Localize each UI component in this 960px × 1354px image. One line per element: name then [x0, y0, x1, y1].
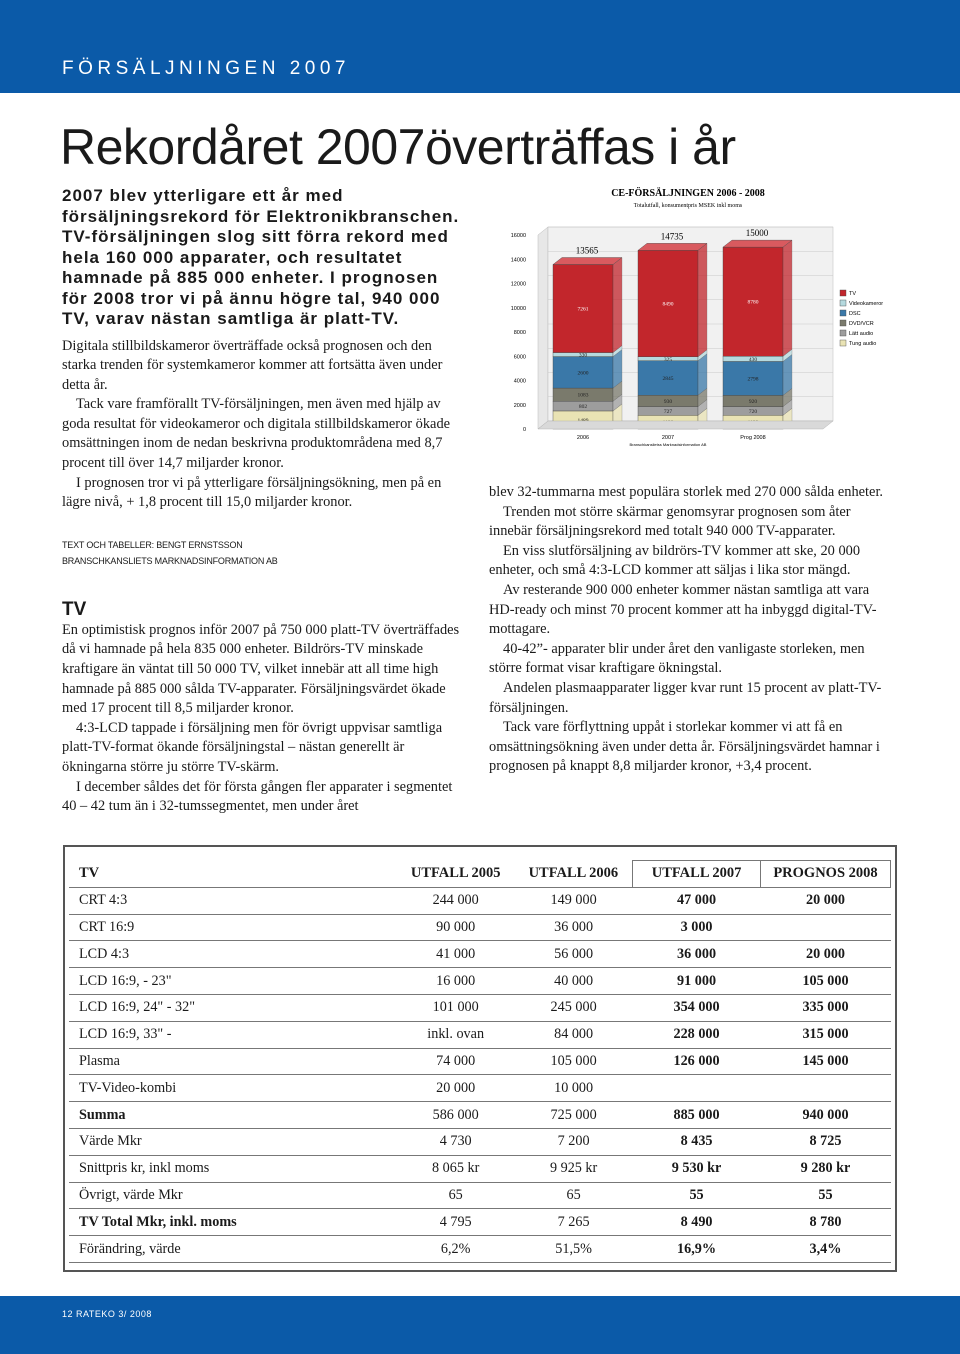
bottom-banner: [0, 1296, 960, 1354]
table-cell: 8 065 kr: [397, 1155, 515, 1182]
table-cell: 55: [633, 1182, 761, 1209]
table-cell: 245 000: [515, 994, 633, 1021]
right-column: [489, 483, 895, 777]
table-cell: 8 725: [761, 1128, 891, 1155]
x-tick-label: 2007: [661, 435, 675, 441]
legend-swatch: [840, 290, 846, 296]
y-tick-label: 2000: [513, 402, 526, 409]
y-tick-label: 0: [522, 427, 526, 433]
byline: [62, 537, 468, 569]
table-cell: 126 000: [633, 1048, 761, 1075]
row-label: LCD 16:9, 33" -: [69, 1021, 397, 1048]
table-cell: 149 000: [515, 887, 633, 914]
table-row: [69, 914, 891, 941]
y-tick-label: 6000: [513, 354, 526, 361]
legend-swatch: [840, 320, 846, 326]
table-cell: inkl. ovan: [397, 1021, 515, 1048]
y-tick-label: 12000: [510, 281, 526, 288]
bar-side: [698, 243, 707, 356]
row-label: CRT 16:9: [69, 914, 397, 941]
table-cell: 74 000: [397, 1048, 515, 1075]
row-label: LCD 4:3: [69, 941, 397, 968]
left-column: [62, 186, 468, 817]
table-cell: 228 000: [633, 1021, 761, 1048]
byline-author: TEXT OCH TABELLER: BENGT ERNSTSSON: [62, 539, 243, 550]
row-label: LCD 16:9, - 23": [69, 968, 397, 995]
table-row: [69, 1236, 891, 1263]
legend-swatch: [840, 310, 846, 316]
table-cell: 16 000: [397, 968, 515, 995]
row-label: LCD 16:9, 24" - 32": [69, 994, 397, 1021]
section-heading-tv: TV: [62, 598, 87, 620]
table-cell: 16,9%: [633, 1236, 761, 1263]
row-label: Summa: [69, 1102, 397, 1129]
table-cell: 8 780: [761, 1209, 891, 1236]
segment-label: 2798: [747, 376, 759, 383]
paragraph: Tack vare förflyttning uppåt i storlekar kommer vi att få en omsättningsökning även under detta år. Försäljningsvärdet hamnar i prognosen på knappt 8,8 miljarder kronor, +3,4 procent.: [489, 719, 880, 775]
segment-label: 930: [663, 398, 673, 405]
bar-top: [638, 243, 707, 250]
bar-top: [723, 240, 792, 247]
table-cell: 36 000: [633, 941, 761, 968]
y-tick-label: 10000: [510, 305, 526, 312]
chart-subtitle: Totalutfall, konsumentpris MSEK inkl moms: [633, 203, 743, 209]
row-label: Övrigt, värde Mkr: [69, 1182, 397, 1209]
table-row: [69, 1155, 891, 1182]
legend-label: DSC: [849, 311, 861, 317]
table-row: [69, 1209, 891, 1236]
row-label: Plasma: [69, 1048, 397, 1075]
y-tick-label: 8000: [513, 330, 526, 336]
table-cell: 65: [515, 1182, 633, 1209]
table-cell: 41 000: [397, 941, 515, 968]
bar-side: [783, 240, 792, 356]
table-cell: [761, 1075, 891, 1102]
segment-label: 330: [578, 352, 588, 359]
table-header-cell: UTFALL 2007: [633, 861, 761, 888]
table-cell: 20 000: [761, 887, 891, 914]
table-header-label: TV: [69, 861, 397, 888]
segment-label: 1083: [577, 392, 589, 399]
row-label: Värde Mkr: [69, 1128, 397, 1155]
page-reference: 12 RATEKO 3/ 2008: [62, 1309, 152, 1319]
bar-side: [613, 258, 622, 353]
row-label: Snittpris kr, inkl moms: [69, 1155, 397, 1182]
table-header-cell: PROGNOS 2008: [761, 861, 891, 888]
paragraph: Trenden mot större skärmar genomsyrar prognosen som åter innebär försäljningsrekord med totalt 940 000 TV-apparater.: [489, 503, 851, 540]
segment-label: 720: [748, 408, 758, 415]
legend-swatch: [840, 330, 846, 336]
table-cell: 20 000: [397, 1075, 515, 1102]
ingress: 2007 blev ytterligare ett år med försäljningsrekord för Elektronikbranschen. TV-försäljningen slog sitt förra rekord med hela 160 000 apparater, och resultatet hamnade på 885 000 enheter. I prognosen för 2008 tror vi på ännu högre tal, 940 000 TV, varav nästan samtliga är platt-TV.: [62, 186, 460, 328]
segment-label: 7261: [577, 306, 589, 313]
table-cell: 8 490: [633, 1209, 761, 1236]
segment-label: 920: [748, 398, 758, 405]
bar-top: [553, 258, 622, 265]
table-row: [69, 1102, 891, 1129]
ce-sales-chart: [488, 183, 900, 453]
table-cell: 105 000: [761, 968, 891, 995]
table-row: [69, 1048, 891, 1075]
chart-side-wall: [538, 227, 548, 429]
table-row: [69, 1075, 891, 1102]
table-cell: 10 000: [515, 1075, 633, 1102]
chart-canvas: [488, 183, 900, 453]
table-cell: 56 000: [515, 941, 633, 968]
legend-swatch: [840, 300, 846, 306]
table-cell: 9 925 kr: [515, 1155, 633, 1182]
segment-label: 727: [663, 408, 673, 415]
legend-swatch: [840, 340, 846, 346]
table-cell: 335 000: [761, 994, 891, 1021]
table-row: [69, 1182, 891, 1209]
paragraph: Tack vare framförallt TV-försäljningen, men även med hjälp av goda resultat för videokameror och digitala stillbildskameror ökade omsättningen inom de nedan beskrivna produktområdena med 8,7 procent till över 14,7 miljarder kronor.: [62, 396, 451, 472]
table-cell: 3 000: [633, 914, 761, 941]
row-label: Förändring, värde: [69, 1236, 397, 1263]
table-cell: 105 000: [515, 1048, 633, 1075]
table-cell: 47 000: [633, 887, 761, 914]
table-cell: [761, 914, 891, 941]
paragraph: En viss slutförsäljning av bildrörs-TV kommer att ske, 20 000 enheter, och små 4:3-LCD kommer att säljas i lika stor mängd.: [489, 542, 861, 579]
legend-label: Videokameror: [849, 301, 884, 307]
legend-label: DVD/VCR: [849, 321, 874, 327]
paragraph: I december såldes det för första gången fler apparater i segmentet 40 – 42 tum än i 32-tumssegmentet, men under året: [62, 778, 453, 815]
table-cell: 315 000: [761, 1021, 891, 1048]
data-table: [69, 860, 891, 1263]
y-tick-label: 4000: [513, 378, 526, 385]
table-header-row: [69, 861, 891, 888]
x-tick-label: Prog 2008: [740, 435, 766, 441]
chart-floor: [538, 421, 833, 429]
legend-label: TV: [849, 291, 857, 297]
table-row: [69, 968, 891, 995]
segment-label: 8780: [747, 299, 759, 306]
table-cell: 4 730: [397, 1128, 515, 1155]
table-row: [69, 1021, 891, 1048]
y-tick-label: 14000: [510, 257, 526, 264]
table-cell: 7 265: [515, 1209, 633, 1236]
table-cell: 65: [397, 1182, 515, 1209]
table-cell: 84 000: [515, 1021, 633, 1048]
paragraph: En optimistisk prognos inför 2007 på 750 000 platt-TV överträffades då vi hamnade på hela 835 000 enheter. Bildrörs-TV minskade kraftigare än väntat till 50 000 TV, vilket innebär att all time high hamnade på 885 000 sålda TV-apparater. Försäljningsvärdet ökade med 17 procent till 8,5 miljarder kronor.: [62, 621, 460, 717]
table-row: [69, 994, 891, 1021]
table-header-cell: UTFALL 2005: [397, 861, 515, 888]
headline: Rekordåret 2007överträffas i år: [60, 119, 736, 175]
table-cell: 91 000: [633, 968, 761, 995]
table-cell: 3,4%: [761, 1236, 891, 1263]
table-cell: 90 000: [397, 914, 515, 941]
table-cell: 20 000: [761, 941, 891, 968]
segment-label: 802: [578, 404, 588, 411]
x-tick-label: 2006: [576, 435, 590, 441]
bar-total-label: 13565: [575, 245, 599, 256]
x-tick-sublabel: Branschkanslietss Marknadsinformation AB: [629, 442, 707, 447]
y-tick-label: 16000: [510, 233, 526, 239]
legend-label: Lätt audio: [849, 331, 874, 337]
segment-label: 430: [748, 356, 758, 363]
table-cell: 8 435: [633, 1128, 761, 1155]
segment-label: 325: [663, 356, 673, 363]
paragraph: Digitala stillbildskameror överträffade också prognosen och den starka trenden för systemkameror kommer att fortsätta även under detta år.: [62, 337, 443, 393]
legend-label: Tung audio: [849, 341, 877, 347]
bar-total-label: 14735: [660, 231, 684, 242]
segment-label: 2600: [577, 370, 589, 377]
table-cell: 9 280 kr: [761, 1155, 891, 1182]
table-cell: 55: [761, 1182, 891, 1209]
row-label: TV-Video-kombi: [69, 1075, 397, 1102]
bar-side: [698, 354, 707, 395]
table-cell: 40 000: [515, 968, 633, 995]
table-row: [69, 887, 891, 914]
table-cell: 145 000: [761, 1048, 891, 1075]
byline-org: BRANSCHKANSLIETS MARKNADSINFORMATION AB: [62, 555, 278, 566]
table-cell: 4 795: [397, 1209, 515, 1236]
paragraph: blev 32-tummarna mest populära storlek med 270 000 sålda enheter.: [489, 484, 884, 500]
table-header-cell: UTFALL 2006: [515, 861, 633, 888]
table-cell: 725 000: [515, 1102, 633, 1129]
table-cell: 7 200: [515, 1128, 633, 1155]
chart-title: CE-FÖRSÄLJNINGEN 2006 - 2008: [611, 188, 765, 199]
section-label: FÖRSÄLJNINGEN 2007: [62, 58, 350, 79]
row-label: CRT 4:3: [69, 887, 397, 914]
table-cell: 940 000: [761, 1102, 891, 1129]
table-cell: 101 000: [397, 994, 515, 1021]
paragraph: I prognosen tror vi på ytterligare försäljningsökning, men på en lägre nivå, + 1,8 procent till 15,0 miljarder kronor.: [62, 474, 442, 511]
paragraph: Andelen plasmaapparater ligger kvar runt 15 procent av platt-TV-försäljningen.: [489, 679, 882, 716]
paragraph: Av resterande 900 000 enheter kommer nästan samtliga att vara HD-ready och minst 70 procent kommer att ha inbyggd digital-TV-mottagare.: [489, 581, 877, 638]
table-cell: 36 000: [515, 914, 633, 941]
tv-sales-table: [63, 845, 897, 1272]
segment-label: 2845: [662, 375, 674, 382]
table-cell: 244 000: [397, 887, 515, 914]
table-cell: [633, 1075, 761, 1102]
row-label: TV Total Mkr, inkl. moms: [69, 1209, 397, 1236]
paragraph: 40-42”- apparater blir under året den vanligaste storleken, men större format visar kraftigare ökningstal.: [489, 640, 865, 677]
table-cell: 51,5%: [515, 1236, 633, 1263]
table-cell: 354 000: [633, 994, 761, 1021]
table-cell: 6,2%: [397, 1236, 515, 1263]
table-cell: 9 530 kr: [633, 1155, 761, 1182]
table-cell: 586 000: [397, 1102, 515, 1129]
table-row: [69, 941, 891, 968]
segment-label: 8490: [662, 301, 674, 308]
table-cell: 885 000: [633, 1102, 761, 1129]
paragraph: 4:3-LCD tappade i försäljning men för övrigt uppvisar samtliga platt-TV-format ökande försäljningstal – nästan generellt är ökningarna större ju större TV-skärm.: [62, 719, 443, 775]
table-row: [69, 1128, 891, 1155]
bar-total-label: 15000: [745, 228, 769, 239]
